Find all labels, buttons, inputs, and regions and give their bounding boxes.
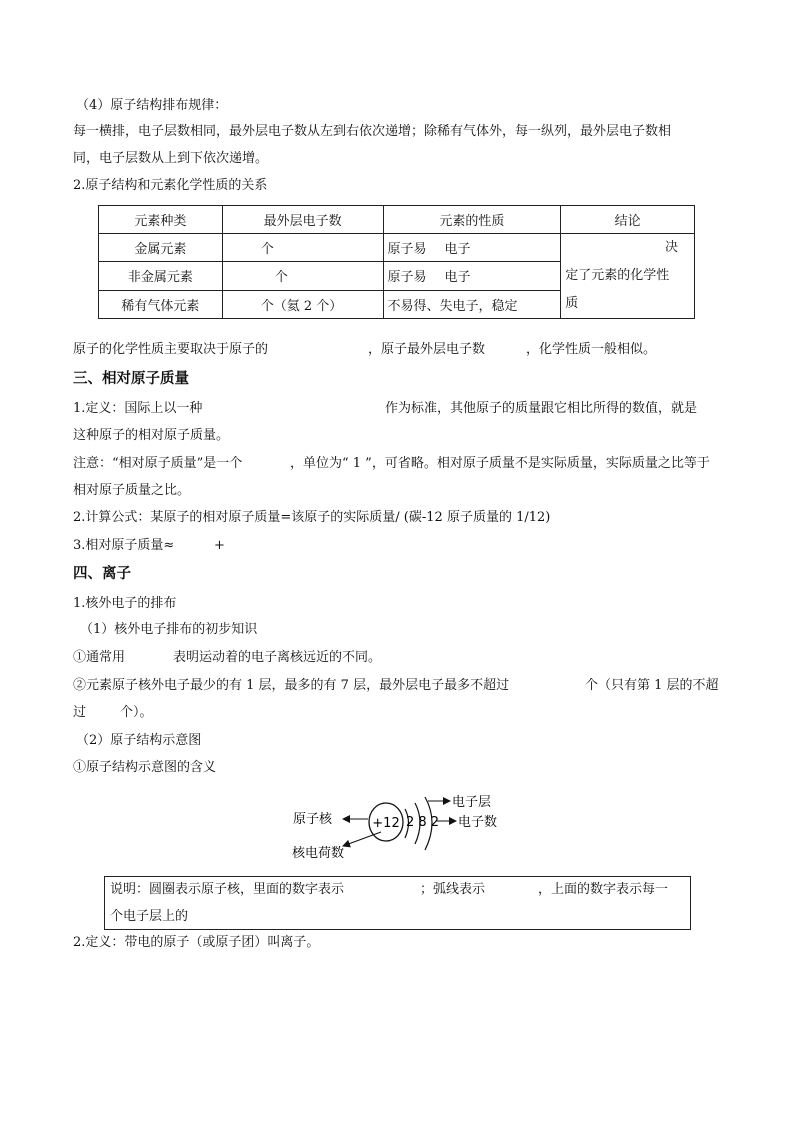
item-two-line-2-a: 过 xyxy=(73,705,87,720)
electron-count-label: 电子数 xyxy=(458,815,498,830)
rule-text-line-1: 每一横排，电子层数相同，最外层电子数从左到右依次递增；除稀有气体外，每一纵列，最外层电子数相 xyxy=(73,124,672,139)
note-part-b: ，单位为“ 1 ”，可省略。相对原子质量不是实际质量，实际质量之比等于 xyxy=(290,456,710,471)
element-kind-cell: 稀有气体元素 xyxy=(99,290,223,318)
approx-plus: + xyxy=(214,538,225,553)
diagram-subheading: （2）原子结构示意图 xyxy=(76,733,202,748)
explanation-box xyxy=(104,876,691,930)
element-property-table xyxy=(98,205,695,319)
charge-label: 核电荷数 xyxy=(292,846,345,861)
explanation-part-a: 说明：圆圈表示原子核，里面的数字表示 xyxy=(110,882,345,897)
definition-line-2: 这种原子的相对原子质量。 xyxy=(73,428,230,443)
section-three-title: 三、相对原子质量 xyxy=(73,371,189,387)
electron-count-cell: 个 xyxy=(222,234,383,262)
section-rule-heading: （4）原子结构排布规律： xyxy=(76,98,228,113)
explanation-part-b: ；弧线表示 xyxy=(420,882,486,897)
table-row xyxy=(99,234,695,262)
definition-part-a: 1.定义：国际上以一种 xyxy=(73,401,203,416)
section-four-title: 四、离子 xyxy=(73,566,131,582)
nucleus-label: 原子核 xyxy=(293,812,333,827)
shell-label: 电子层 xyxy=(452,795,492,810)
table-header-row xyxy=(99,206,695,234)
chem-property-part-a: 原子的化学性质主要取决于原子的 xyxy=(73,342,269,357)
property-cell: 原子易 电子 xyxy=(383,262,561,290)
item-two-part-b: 个（只有第 1 层的不超 xyxy=(585,678,719,693)
atomic-structure-diagram xyxy=(280,788,520,868)
explanation-part-c: ，上面的数字表示每一 xyxy=(538,882,669,897)
header-cell: 最外层电子数 xyxy=(222,206,383,234)
conclusion-cell: 决 定了元素的化学性 质 xyxy=(561,234,695,319)
property-cell: 不易得、失电子，稳定 xyxy=(383,290,561,318)
definition-part-b: 作为标准，其他原子的质量跟它相比所得的数值，就是 xyxy=(385,401,698,416)
note-part-a: 注意：“相对原子质量”是一个 xyxy=(73,456,243,471)
header-cell: 结论 xyxy=(561,206,695,234)
chem-property-part-b: ，原子最外层电子数 xyxy=(368,342,486,357)
property-cell: 原子易 电子 xyxy=(383,234,561,262)
header-cell: 元素种类 xyxy=(99,206,223,234)
electron-numbers: 2 8 2 xyxy=(406,815,440,830)
charge-arrow xyxy=(343,832,381,846)
item-one-part-a: ①通常用 xyxy=(73,650,126,665)
ion-arrangement-subheading: （1）核外电子排布的初步知识 xyxy=(80,622,258,637)
electron-count-cell: 个 xyxy=(222,262,383,290)
element-kind-cell: 非金属元素 xyxy=(99,262,223,290)
nucleus-value: +12 xyxy=(372,816,400,831)
note-line-2: 相对原子质量之比。 xyxy=(73,483,191,498)
chem-property-part-c: ，化学性质一般相似。 xyxy=(526,342,657,357)
header-cell: 元素的性质 xyxy=(383,206,561,234)
item-two-line-2-b: 个）。 xyxy=(120,705,153,720)
relation-heading: 2.原子结构和元素化学性质的关系 xyxy=(73,178,268,193)
item-two-part-a: ②元素原子核外电子最少的有 1 层，最多的有 7 层，最外层电子最多不超过 xyxy=(73,678,510,693)
rule-text-line-2: 同，电子层数从上到下依次递增。 xyxy=(73,151,269,166)
approx-part-a: 3.相对原子质量≈ xyxy=(73,538,175,553)
electron-count-cell: 个（氦 2 个） xyxy=(222,290,383,318)
ion-definition: 2.定义：带电的原子（或原子团）叫离子。 xyxy=(73,935,320,950)
ion-arrangement-heading: 1.核外电子的排布 xyxy=(73,596,177,611)
calc-formula: 2.计算公式：某原子的相对原子质量=该原子的实际质量/ (碳-12 原子质量的 1/12) xyxy=(73,510,551,525)
diagram-meaning-heading: ①原子结构示意图的含义 xyxy=(73,760,217,775)
item-one-part-b: 表明运动着的电子离核远近的不同。 xyxy=(173,650,382,665)
element-kind-cell: 金属元素 xyxy=(99,234,223,262)
explanation-line-2: 个电子层上的 xyxy=(110,909,189,924)
